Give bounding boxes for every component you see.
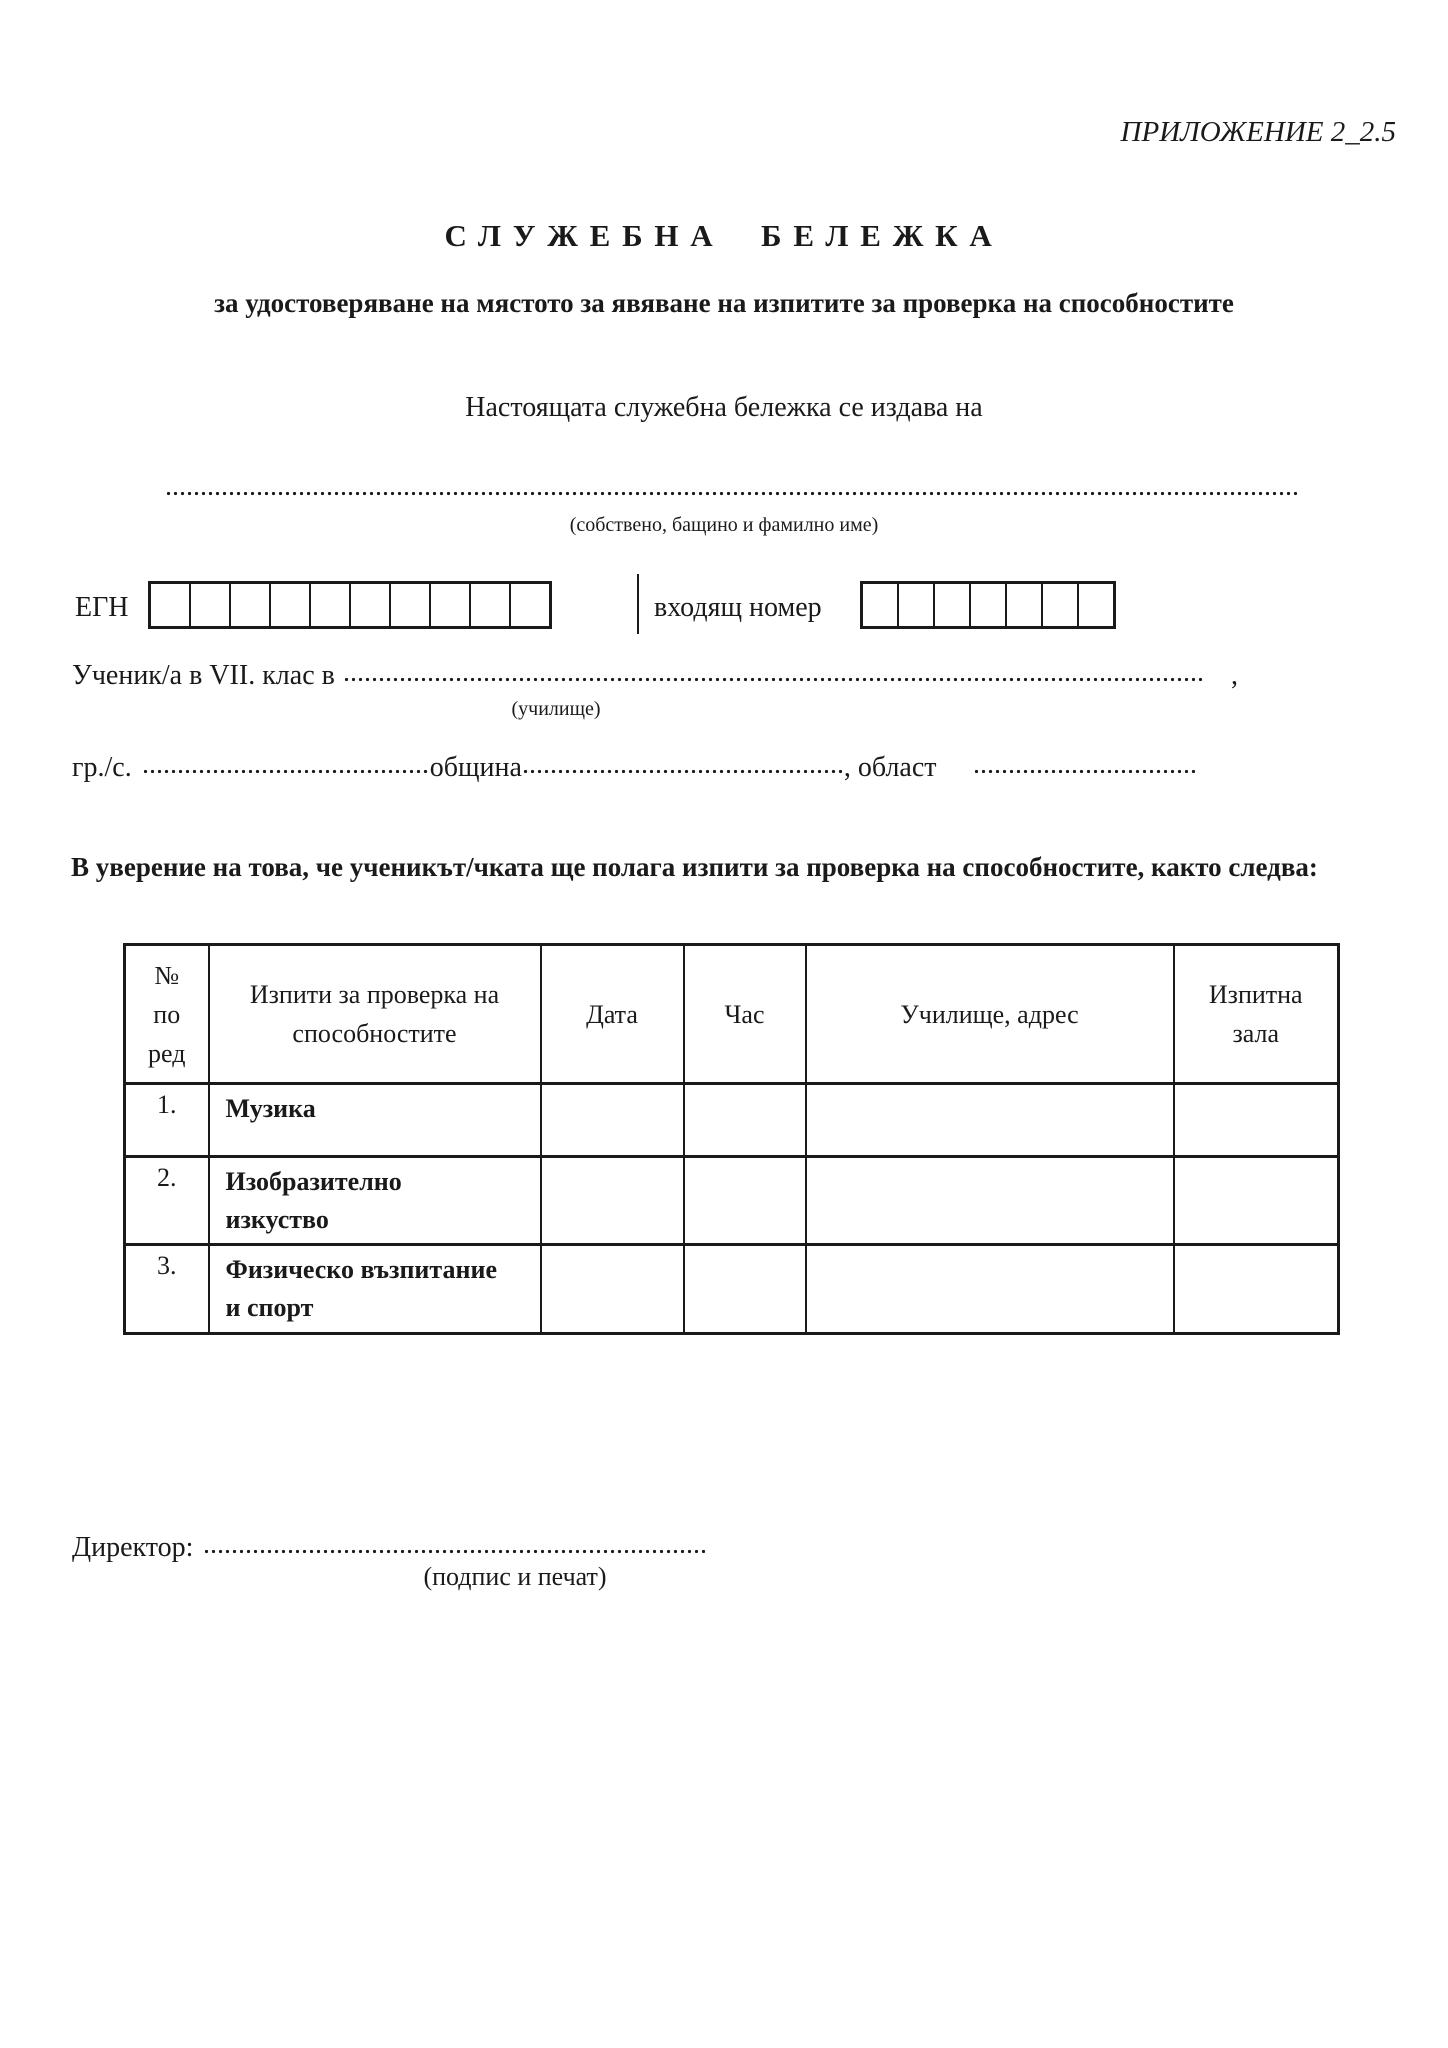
entry-number-box [897,584,933,626]
egn-box [469,584,509,626]
student-line-suffix: , [1231,660,1238,691]
divider-line [637,574,639,634]
table-row [125,1245,1339,1333]
name-caption: (собствено, бащино и фамилно име) [569,514,879,536]
name-fill-line [165,482,1300,508]
entry-number-box [1041,584,1077,626]
row-number: 3. [125,1245,209,1333]
egn-boxes [148,581,552,629]
entry-number-box [1077,584,1113,626]
exam-name-cell [209,1245,541,1333]
director-line [72,1528,708,1564]
col-header-exam: Изпити за проверка на способностите [209,945,541,1084]
name-dotted-rule [165,482,1300,498]
egn-box [229,584,269,626]
col-header-date: Дата [541,945,684,1084]
exams-table [123,943,1340,1335]
table-header-row [125,945,1339,1084]
document-title: СЛУЖЕБНА БЕЛЕЖКА [444,218,1004,253]
col-header-school: Училище, адрес [806,945,1174,1084]
exam-name: Изобразително изкуство [225,1167,402,1234]
exam-name: Физическо възпитание и спорт [225,1255,497,1323]
director-dotted-rule [203,1528,708,1556]
document-subtitle: за удостоверяване на мястото за явяване на изпитите за проверка на способностите [214,288,1234,318]
egn-box [389,584,429,626]
entry-number-label: входящ номер [654,592,822,623]
city-dotted-rule [142,748,430,776]
school-dotted-rule [343,656,1203,684]
egn-box [189,584,229,626]
school-cell [806,1084,1174,1157]
time-cell [684,1084,806,1157]
location-line [72,748,1238,784]
date-cell [541,1157,684,1245]
entry-number-boxes [860,581,1116,629]
school-caption: (училище) [511,698,601,720]
region-dotted-rule [973,748,1195,776]
time-cell [684,1245,806,1333]
date-cell [541,1245,684,1333]
col-header-room: Изпитна зала [1174,945,1339,1084]
room-cell [1174,1245,1339,1333]
assurance-line: В уверение на това, че ученикът/чката ще полага изпити за проверка на способностите, както следва: [71,852,1318,882]
intro-line: Настоящата служебна бележка се издава на [465,392,983,423]
egn-box [509,584,549,626]
region-label: , област [843,752,937,783]
time-cell [684,1157,806,1245]
col-header-time: Час [684,945,806,1084]
egn-box [269,584,309,626]
municipality-dotted-rule [522,748,844,776]
signature-caption: (подпис и печат) [423,1562,607,1591]
egn-box [151,584,189,626]
school-cell [806,1157,1174,1245]
table-row [125,1084,1339,1157]
room-cell [1174,1157,1339,1245]
egn-box [349,584,389,626]
annex-label: ПРИЛОЖЕНИЕ 2_2.5 [1120,116,1396,148]
egn-box [429,584,469,626]
entry-number-box [863,584,897,626]
date-cell [541,1084,684,1157]
col-header-num: № по ред [125,945,209,1084]
room-cell [1174,1084,1339,1157]
municipality-label: община [429,752,522,783]
city-label: гр./с. [72,752,132,783]
exam-name-cell [209,1084,541,1157]
student-class-line [72,656,1238,692]
egn-box [309,584,349,626]
exam-name: Музика [225,1094,316,1123]
egn-label: ЕГН [75,592,129,623]
entry-number-box [969,584,1005,626]
student-line-prefix: Ученик/а в VII. клас в [72,660,335,691]
school-cell [806,1245,1174,1333]
row-number: 1. [125,1084,209,1157]
entry-number-box [1005,584,1041,626]
exam-name-cell [209,1157,541,1245]
entry-number-box [933,584,969,626]
row-number: 2. [125,1157,209,1245]
table-row [125,1157,1339,1245]
director-label: Директор: [72,1532,194,1563]
